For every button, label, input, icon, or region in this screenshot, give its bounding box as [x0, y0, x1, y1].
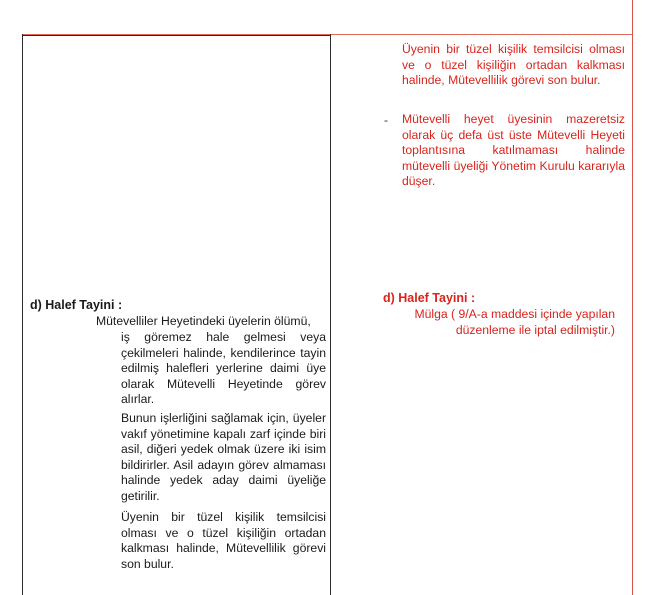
left-paragraph-2: Bunun işlerliğini sağlamak için, üyeler vakıf yönetimine kapalı zarf içinde biri asil, diğeri yedek olmak üzere iki isim bildirirler. Asil adayın görev almaması halinde yedek aday daimi üyeliğe getirilir. — [121, 411, 326, 503]
left-paragraph-1: iş göremez hale gelmesi veya çekilmeleri halinde, kendilerince tayin edilmiş halefleri yerlerine daimi üye olarak Mütevelli Heyetinde görev alırlar. — [121, 330, 326, 407]
left-paragraph-3: Üyenin bir tüzel kişilik temsilcisi olması ve o tüzel kişiliğin ortadan kalkması halinde, Mütevellilik görevi son bulur. — [121, 510, 326, 571]
right-paragraph-1: Üyenin bir tüzel kişilik temsilcisi olması ve o tüzel kişiliğin ortadan kalkması halinde, Mütevellilik görevi son bulur. — [402, 42, 625, 88]
right-mulga-note: Mülga ( 9/A-a maddesi içinde yapılan düzenleme ile iptal edilmiştir.) — [414, 307, 615, 337]
bullet-dash: - — [384, 113, 388, 127]
table-left-border — [22, 34, 23, 595]
table-top-border-left — [22, 35, 330, 36]
right-heading-halef-tayini: d) Halef Tayini : — [383, 291, 476, 305]
left-heading-halef-tayini: d) Halef Tayini : — [30, 298, 123, 312]
right-paragraph-2: Mütevelli heyet üyesinin mazeretsiz olarak üç defa üst üste Mütevelli Heyeti toplantısına katılmaması halinde mütevelli üyeliği Yönetim Kurulu kararıyla düşer. — [402, 112, 625, 189]
table-right-border — [632, 0, 633, 595]
left-line-1: Mütevelliler Heyetindeki üyelerin ölümü, — [96, 314, 311, 328]
